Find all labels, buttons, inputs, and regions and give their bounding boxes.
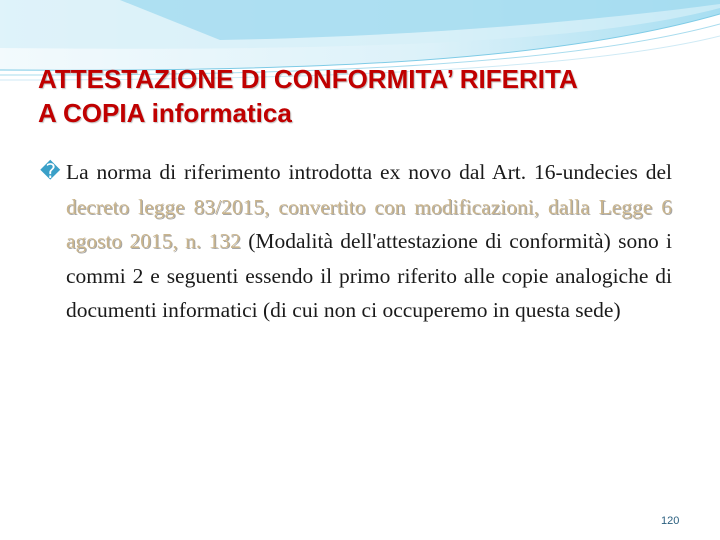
bullet-paragraph	[40, 155, 672, 328]
slide-body	[40, 155, 672, 328]
law-reference-link[interactable]: decreto legge 83/2015, convertito con modificazioni, dalla Legge 6 agosto 2015, n. 132	[66, 194, 672, 253]
paragraph-text-intro: La norma di riferimento introdotta ex novo dal Art. 16-undecies del	[66, 160, 672, 184]
slide-title	[38, 62, 698, 130]
page-number: 120	[661, 515, 680, 527]
bullet-icon: �	[40, 161, 61, 183]
title-line-2: A COPIA informatica	[38, 98, 292, 128]
paragraph-text-rest: (Modalità dell'attestazione di conformità) sono i commi 2 e seguenti essendo il primo riferito alle copie analogiche di documenti informatici (di cui non ci occuperemo in questa sede)	[66, 229, 673, 322]
title-line-1: ATTESTAZIONE DI CONFORMITA’ RIFERITA	[38, 64, 578, 94]
